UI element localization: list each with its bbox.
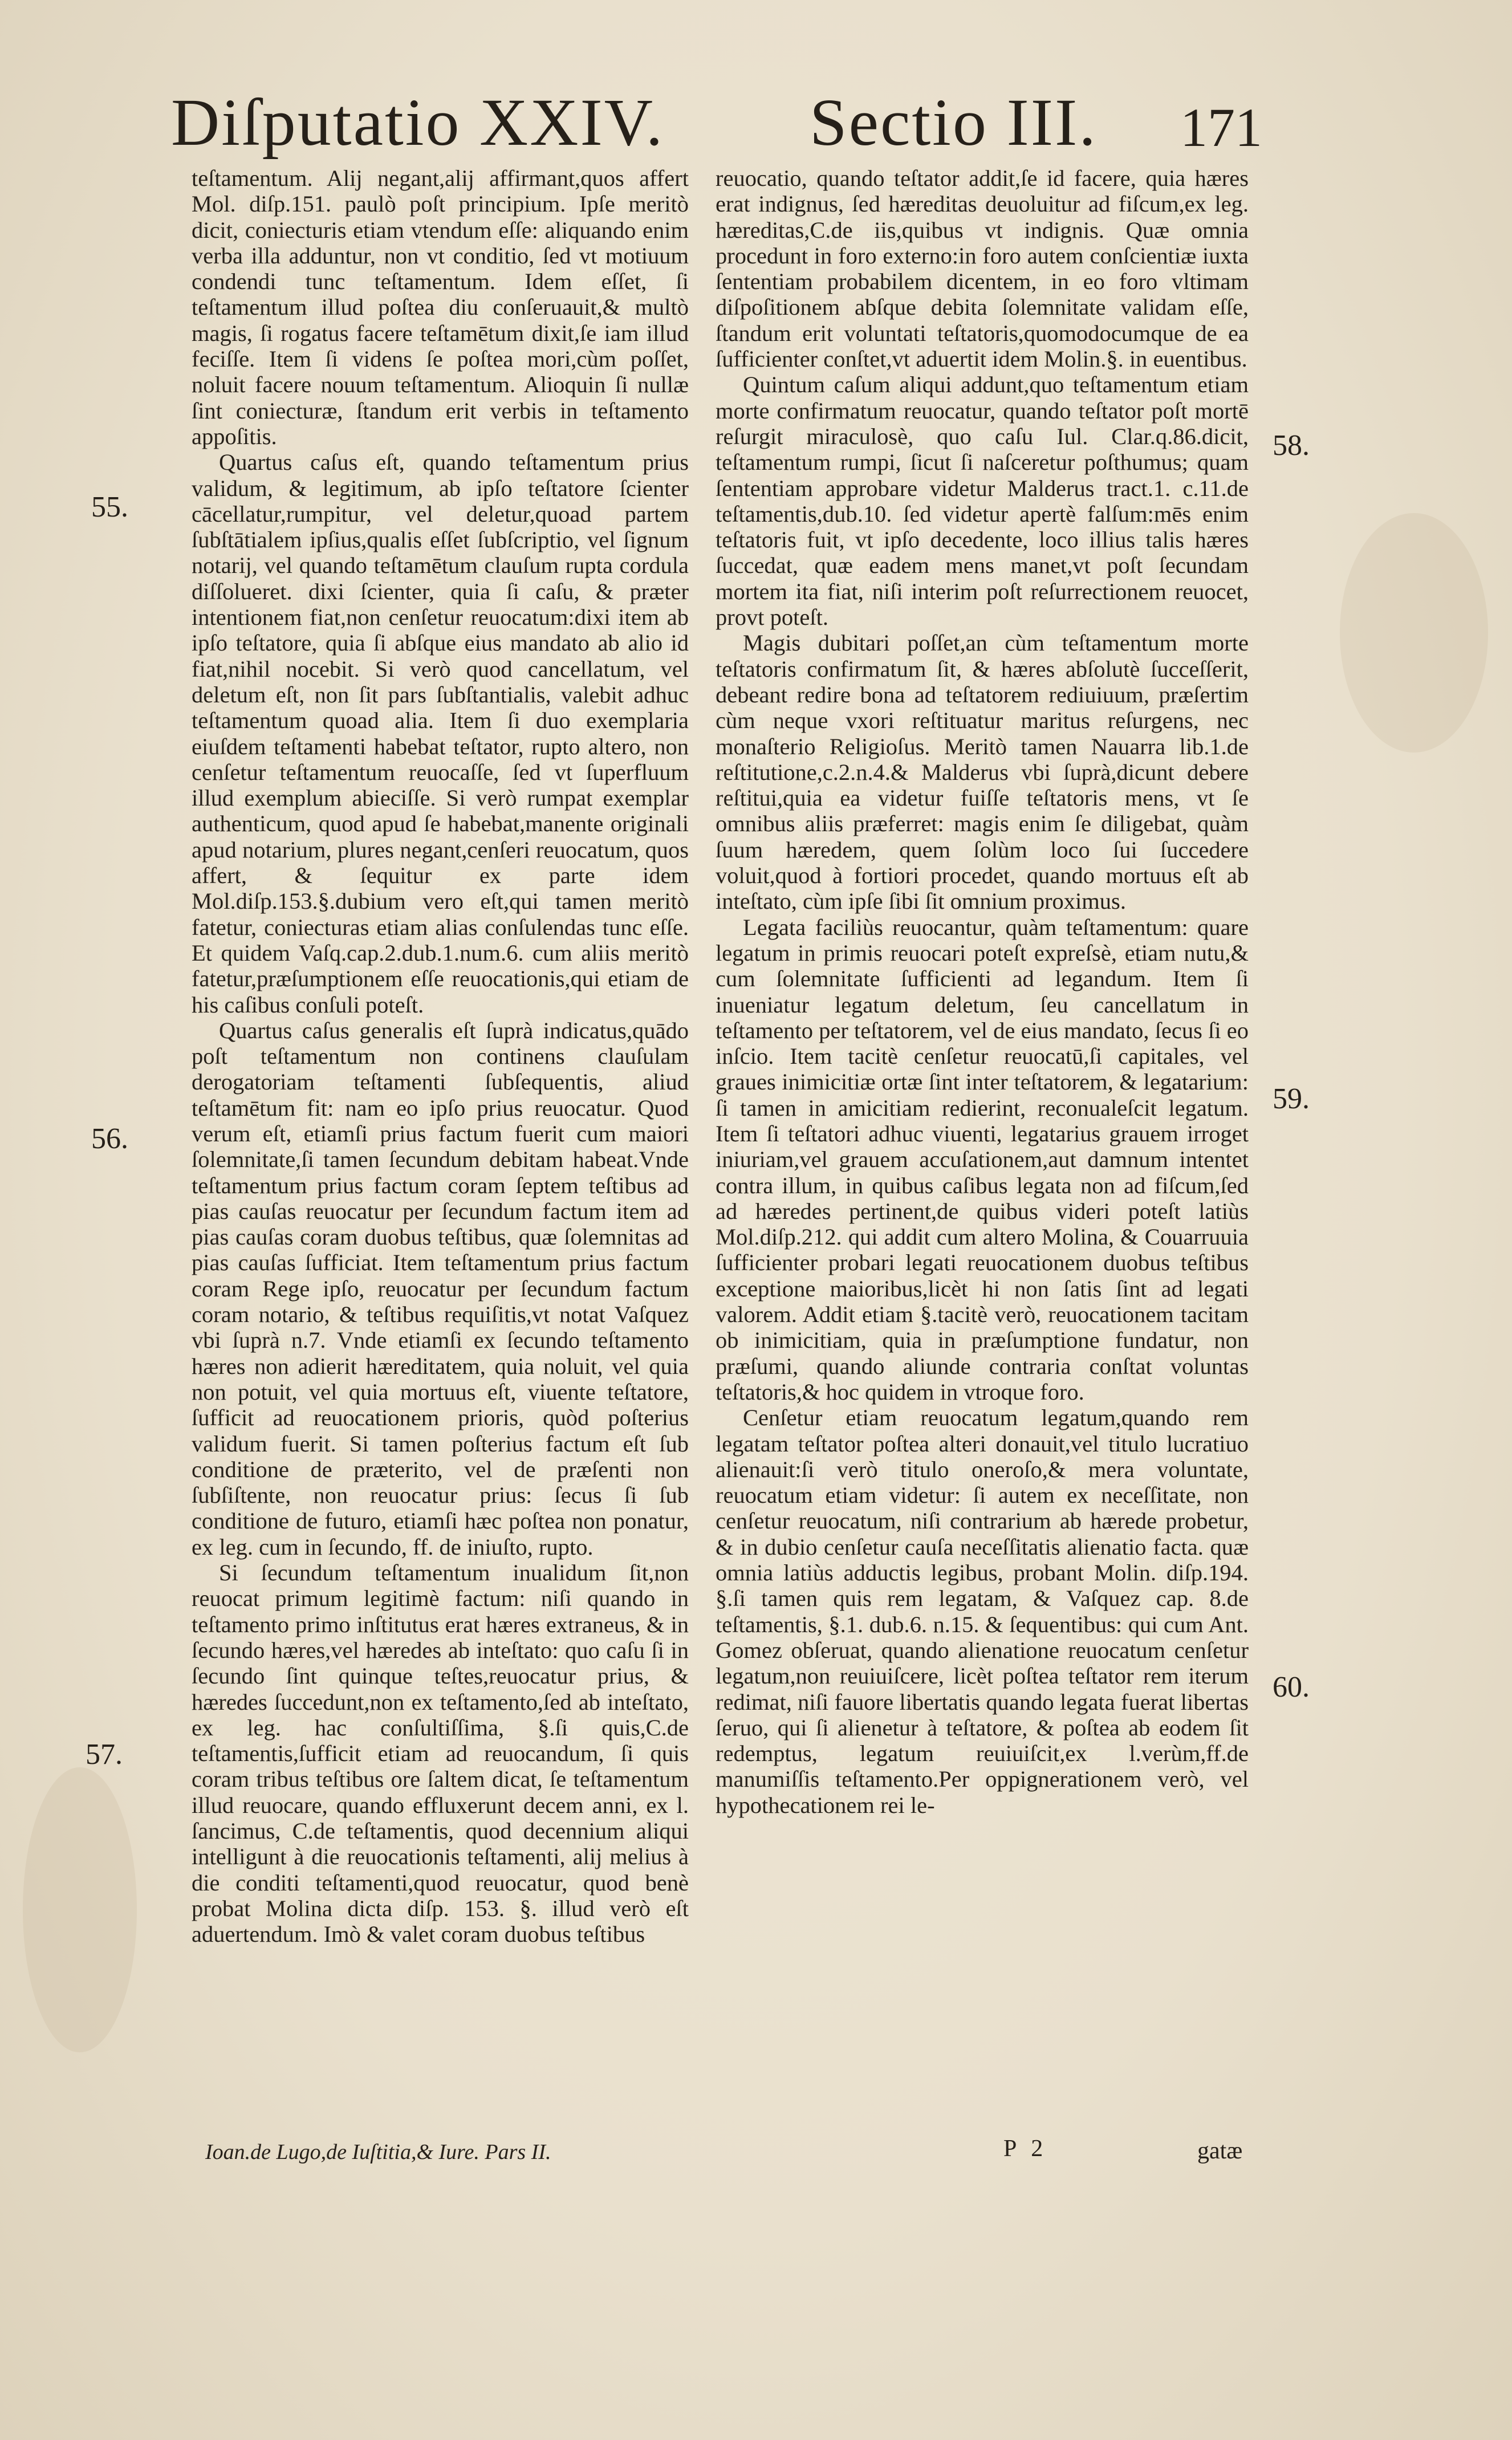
catchword: gatæ (1197, 2138, 1243, 2164)
right-column (716, 165, 1249, 1818)
paragraph: Magis dubitari poſſet,an cùm teſtamentum morte teſtatoris confirmatum ſit, & hæres abſolutè ſucceſſerit, debeant redire bona ad teſtatorem rediuiuum, præſertim cùm neque vxori reſtituatur maritus reſurgens, nec monaſterio Religioſus. Meritò tamen Nauarra lib.1.de reſtitutione,c.2.n.4.& Malderus vbi ſuprà,dicunt debere reſtitui,quia ea videtur fuiſſe teſtatoris mens, vt ſe omnibus aliis præferret: magis enim ſe diligebat, quàm ſuum hæredem, quem ſolùm loco ſui ſuccedere voluit,quod à fortiori procedet, quando mortuus eſt ab inteſtato, cùm ipſe ſibi ſit omnium proximus. (716, 630, 1249, 914)
paragraph: Quartus caſus eſt, quando teſtamentum prius validum, & legitimum, ab ipſo teſtatore ſcienter cācellatur,rumpitur, vel deletur,quoad partem ſubſtātialem ipſius,qualis eſſet ſubſcriptio, vel ſignum notarij, vel quando teſtamētum clauſum rupta cordula diſſolueret. dixi ſcienter, quia ſi caſu, & præter intentionem fiat,non cenſetur reuocatum:dixi item ab ipſo teſtatore, quia ſi abſque eius mandato ab alio id fiat,nihil nocebit. Si verò quod cancellatum, vel deletum eſt, non ſit pars ſubſtantialis, valebit adhuc teſtamentum quoad alia. Item ſi duo exemplaria eiuſdem teſtamenti habebat teſtator, rupto altero, non cenſetur teſtamentum reuocaſſe, ſed vt ſuperfluum illud exemplum abieciſſe. Si verò rumpat exemplar authenticum, quod apud ſe habebat,manente originali apud notarium, plures negant,cenſeri reuocatum, quos affert, & ſequitur ex parte idem Mol.diſp.153.§.dubium vero eſt,qui tamen meritò fatetur, coniecturas etiam alias conſulendas tunc eſſe. Et quidem Vaſq.cap.2.dub.1.num.6. cum aliis meritò fatetur,præſumptionem eſſe reuocationis,qui etiam de his caſibus conſuli poteſt. (192, 449, 689, 1018)
signature-mark: P 2 (1003, 2136, 1048, 2162)
paper-stain (23, 1767, 137, 2052)
paragraph: Cenſetur etiam reuocatum legatum,quando rem legatam teſtator poſtea alteri donauit,vel titulo lucratiuo alienauit:ſi verò titulo oneroſo,& mera voluntate, reuocatum etiam videtur: ſi autem ex neceſſitate, non cenſetur reuocatum, niſi contrarium ab hærede probetur, & in dubio cenſetur cauſa neceſſitatis alienatio facta. quæ omnia latiùs adductis legibus, probant Molin. diſp.194. §.ſi tamen quis rem legatam, & Vaſquez cap. 8.de teſtamentis, §.1. dub.6. n.15. & ſequentibus: qui cum Ant. Gomez obſeruat, quando alienatione reuocatum cenſetur legatum,non reuiuiſcere, licèt poſtea teſtator rem iterum redimat, niſi fauore libertatis quando legata fuerat libertas ſeruo, qui ſi alienetur à teſtatore, & poſtea ab eodem ſit redemptus, legatum reuiuiſcit,ex l.verùm,ff.de manumiſſis teſtamento.Per oppignerationem verò, vel hypothecationem rei le- (716, 1405, 1249, 1818)
section-number-56: 56. (91, 1123, 128, 1155)
section-number-58: 58. (1273, 429, 1310, 462)
paper-stain (1340, 513, 1488, 753)
paragraph: teſtamentum. Alij negant,alij affirmant,quos affert Mol. diſp.151. paulò poſt principium. Ipſe meritò dicit, coniecturis etiam vtendum eſſe: aliquando enim verba illa adduntur, non vt conditio, ſed vt motiuum condendi tunc teſtamentum. Idem eſſet, ſi teſtamentum illud poſtea diu conſeruauit,& multò magis, ſi rogatus facere teſtamētum dixit,ſe iam illud feciſſe. Item ſi videns ſe poſtea mori,cùm poſſet, noluit facere nouum teſtamentum. Alioquin ſi nullæ ſint coniecturæ, ſtandum erit verbis in teſtamento appoſitis. (192, 165, 689, 449)
header-disputation: Diſputatio XXIV. (171, 85, 665, 160)
paragraph: reuocatio, quando teſtator addit,ſe id facere, quia hæres erat indignus, ſed hæreditas deuoluitur ad fiſcum,ex leg. hæreditas,C.de iis,quibus vt indignis. Quæ omnia procedunt in foro externo:in foro autem conſcientiæ iuxta ſententiam probabilem dicentem, in eo foro vltimam diſpoſitionem abſque debita ſolemnitate validam eſſe, ſtandum erit voluntati teſtatoris,quomodocumque de ea ſufficienter conſtet,vt aduertit idem Molin.§. in euentibus. (716, 165, 1249, 372)
section-number-57: 57. (86, 1738, 123, 1771)
running-header (171, 85, 1262, 160)
paragraph: Legata faciliùs reuocantur, quàm teſtamentum: quare legatum in primis reuocari poteſt expreſsè, etiam nutu,& cum ſolemnitate ſufficienti ad legandum. Item ſi inueniatur legatum deletum, ſeu cancellatum in teſtamento per teſtatorem, vel de eius mandato, ſecus ſi eo inſcio. Item tacitè cenſetur reuocatū,ſi capitales, vel graues inimicitiæ ortæ ſint inter teſtatorem, & legatarium: ſi tamen in amicitiam redierint, reconualeſcit legatum. Item ſi teſtatori adhuc viuenti, legatarius grauem irroget iniuriam,vel grauem accuſationem,aut damnum intentet contra illum, in quibus caſibus legata non ad fiſcum,ſed ad hæredes pertinent,de quibus videri poteſt latiùs Mol.diſp.212. qui addit cum altero Molina, & Couarruuia ſufficienter probari legati reuocationem duobus teſtibus exceptione maioribus,licèt hi non ſatis ſint ad legati valorem. Addit etiam §.tacitè verò, reuocationem tacitam ob inimicitiam, quia in præſumptione fundatur, non præſumi, quando aliunde contraria conſtat voluntas teſtatoris,& hoc quidem in vtroque foro. (716, 914, 1249, 1405)
paragraph: Si ſecundum teſtamentum inualidum ſit,non reuocat primum legitimè factum: niſi quando in teſtamento primo inſtitutus erat hæres extraneus, & in ſecundo hæres,vel hæredes ab inteſtato: quo caſu ſi in ſecundo ſint quinque teſtes,reuocatur prius, & hæredes ſuccedunt,non ex teſtamento,ſed ab inteſtato, ex leg. hac conſultiſſima, §.ſi quis,C.de teſtamentis,ſufficit etiam ad reuocandum, ſi quis coram tribus teſtibus ore ſaltem dicat, ſe teſtamentum illud reuocare, quando effluxerunt decem anni, ex l. ſancimus, C.de teſtamentis, quod decennium aliqui intelligunt à die reuocationis teſtamenti, alij melius à die conditi teſtamenti,quod reuocatur, quod benè probat Molina dicta diſp. 153. §. illud verò eſt aduertendum. Imò & valet coram duobus teſtibus (192, 1560, 689, 1947)
page-number: 171 (1180, 97, 1262, 158)
paragraph: Quintum caſum aliqui addunt,quo teſtamentum etiam morte confirmatum reuocatur, quando teſtator poſt mortē reſurgit miraculosè, quo caſu Iul. Clar.q.86.dicit, teſtamentum rumpi, ſicut ſi naſceretur poſthumus; quam ſententiam approbare videtur Malderus tract.1. c.11.de teſtamentis,dub.10. ſed videtur apertè falſum:mēs enim teſtatoris fuit, vt ipſo decedente, loco illius talis hæres ſuccedat, quæ eadem mens manet,vt poſt ſecundam mortem ita fiat, niſi interim poſt reſurrectionem reuocet, provt poteſt. (716, 372, 1249, 631)
paragraph: Quartus caſus generalis eſt ſuprà indicatus,quādo poſt teſtamentum non continens clauſulam derogatoriam teſtamenti ſubſequentis, aliud teſtamētum fit: nam eo ipſo prius reuocatur. Quod verum eſt, etiamſi prius factum fuerit cum maiori ſolemnitate,ſi tamen ſecundum debitam habeat.Vnde teſtamentum prius factum coram ſeptem teſtibus ad pias cauſas reuocatur per ſecundum factum item ad pias cauſas coram duobus teſtibus, quæ ſolemnitas ad pias cauſas ſufficiat. Item teſtamentum prius factum coram Rege ipſo, reuocatur per ſecundum factum coram notario, & teſtibus requiſitis,vt notat Vaſquez vbi ſuprà n.7. Vnde etiamſi ex ſecundo teſtamento hæres non adierit hæreditatem, quia noluit, vel quia non potuit, vel quia mortuus eſt, viuente teſtatore, ſufficit ad reuocationem prioris, quòd poſterius validum fuerit. Si tamen poſterius factum eſt ſub conditione de præterito, vel de præſenti non ſubſiſtente, non reuocatur prius: ſecus ſi ſub conditione de futuro, etiamſi hæc poſtea non ponatur, ex leg. cum in ſecundo, ff. de iniuſto, rupto. (192, 1017, 689, 1560)
left-column (192, 165, 689, 1947)
section-number-60: 60. (1273, 1671, 1310, 1703)
running-footer-title: Ioan.de Lugo,de Iuſtitia,& Iure. Pars II. (205, 2140, 551, 2164)
header-section: Sectio III. (810, 85, 1098, 160)
section-number-55: 55. (91, 491, 128, 523)
section-number-59: 59. (1273, 1083, 1310, 1115)
